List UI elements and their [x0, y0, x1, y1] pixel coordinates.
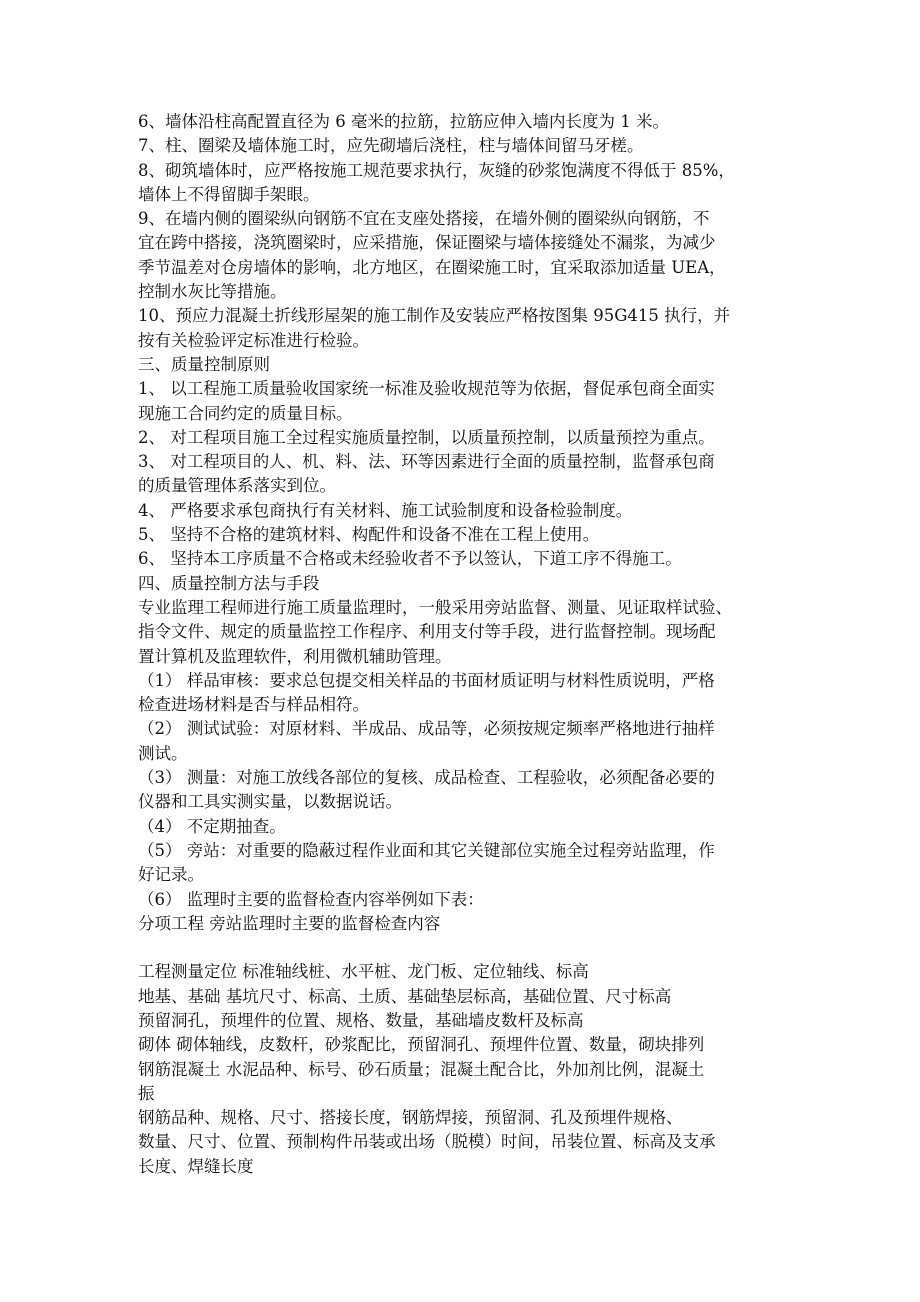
text-line: （3） 测量：对施工放线各部位的复核、成品检查、工程验收，必须配备必要的	[138, 768, 715, 788]
text-line: 的质量管理体系落实到位。	[138, 476, 336, 496]
table-row-line: 钢筋混凝土 水泥品种、标号、砂石质量；混凝土配合比，外加剂比例，混凝土	[138, 1059, 705, 1079]
text-line: 专业监理工程师进行施工质量监理时，一般采用旁站监督、测量、见证取样试验、	[138, 597, 732, 617]
text-line: 6、 坚持本工序质量不合格或未经验收者不予以签认，下道工序不得施工。	[138, 549, 682, 569]
text-line: 季节温差对仓房墙体的影响，北方地区，在圈梁施工时，宜采取添加适量 UEA，	[138, 257, 726, 277]
document-body	[138, 110, 798, 1179]
text-line: （4） 不定期抽查。	[138, 816, 286, 836]
text-line: 5、 坚持不合格的建筑材料、构配件和设备不准在工程上使用。	[138, 525, 600, 545]
text-line: （6） 监理时主要的监督检查内容举例如下表：	[138, 889, 484, 909]
table-row-line: 砌体 砌体轴线，皮数杆，砂浆配比，预留洞孔、预埋件位置、数量，砌块排列	[138, 1035, 705, 1055]
text-line: 1、 以工程施工质量验收国家统一标准及验收规范等为依据，督促承包商全面实	[138, 379, 715, 399]
text-line: 9、在墙内侧的圈梁纵向钢筋不宜在支座处搭接，在墙外侧的圈梁纵向钢筋，不	[138, 209, 710, 229]
document-page	[138, 110, 798, 1179]
text-line: 7、柱、圈梁及墙体施工时，应先砌墙后浇柱，柱与墙体间留马牙槎。	[138, 136, 644, 156]
text-line: 控制水灰比等措施。	[138, 282, 287, 302]
table-row-line: 振	[138, 1083, 155, 1103]
text-line: 4、 严格要求承包商执行有关材料、施工试验制度和设备检验制度。	[138, 500, 633, 520]
table-row-line: 地基、基础 基坑尺寸、标高、土质、基础垫层标高，基础位置、尺寸标高	[138, 986, 672, 1006]
text-line: 好记录。	[138, 865, 204, 885]
text-line: 现施工合同约定的质量目标。	[138, 403, 353, 423]
text-line: 仪器和工具实测实量，以数据说话。	[138, 792, 402, 812]
section-heading: 三、质量控制原则	[138, 354, 270, 374]
text-line: 6、墙体沿柱高配置直径为 6 毫米的拉筋，拉筋应伸入墙内长度为 1 米。	[138, 112, 669, 131]
text-line: 检查进场材料是否与样品相符。	[138, 695, 369, 715]
text-line: 10、预应力混凝土折线形屋架的施工制作及安装应严格按图集 95G415 执行，并	[138, 306, 731, 326]
text-line: （5） 旁站：对重要的隐蔽过程作业面和其它关键部位实施全过程旁站监理，作	[138, 840, 715, 860]
text-line: 按有关检验评定标准进行检验。	[138, 330, 369, 350]
table-row-line: 预留洞孔，预埋件的位置、规格、数量，基础墙皮数杆及标高	[138, 1010, 584, 1030]
text-line: 墙体上不得留脚手架眼。	[138, 184, 320, 204]
text-line: （1） 样品审核：要求总包提交相关样品的书面材质证明与材料性质说明，严格	[138, 670, 715, 690]
table-row-line: 工程测量定位 标准轴线桩、水平桩、龙门板、定位轴线、标高	[138, 962, 589, 982]
table-header-line: 分项工程 旁站监理时主要的监督检查内容	[138, 913, 441, 933]
table-row-line: 长度、焊缝长度	[138, 1156, 254, 1176]
text-line: 8、砌筑墙体时，应严格按施工规范要求执行，灰缝的砂浆饱满度不得低于 85%，	[138, 160, 735, 180]
text-line: 置计算机及监理软件，利用微机辅助管理。	[138, 646, 452, 666]
blank-line	[138, 936, 798, 960]
table-row-line: 钢筋品种、规格、尺寸、搭接长度，钢筋焊接，预留洞、孔及预埋件规格、	[138, 1108, 683, 1128]
section-heading: 四、质量控制方法与手段	[138, 573, 320, 593]
text-line: 3、 对工程项目的人、机、料、法、环等因素进行全面的质量控制，监督承包商	[138, 452, 715, 472]
text-line: 宜在跨中搭接，浇筑圈梁时，应采措施，保证圈梁与墙体接缝处不漏浆，为减少	[138, 233, 716, 253]
text-line: （2） 测试试验：对原材料、半成品、成品等，必须按规定频率严格地进行抽样	[138, 719, 715, 739]
text-line: 指令文件、规定的质量监控工作程序、利用支付等手段，进行监督控制。现场配	[138, 622, 716, 642]
text-line: 2、 对工程项目施工全过程实施质量控制，以质量预控制，以质量预控为重点。	[138, 427, 715, 447]
table-row-line: 数量、尺寸、位置、预制构件吊装或出场（脱模）时间，吊装位置、标高及支承	[138, 1132, 716, 1152]
text-line: 测试。	[138, 743, 188, 763]
